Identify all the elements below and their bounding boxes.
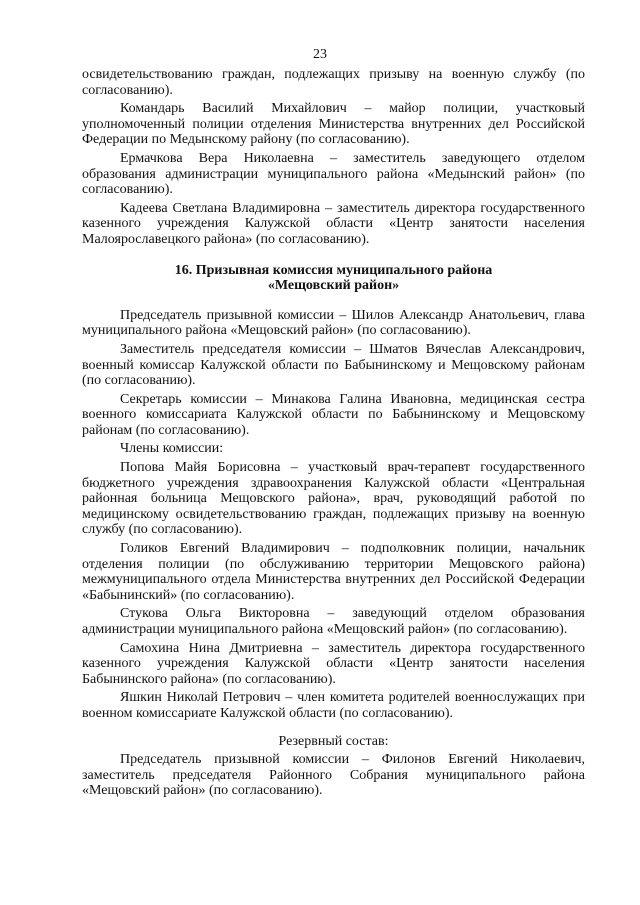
paragraph: Кадеева Светлана Владимировна – заместитель директора государственного казенного учреждения Калужской области «Центр занятости населения Малоярославецкого района» (по согласованию). bbox=[82, 200, 585, 247]
document-body bbox=[82, 67, 585, 802]
paragraph: Председатель призывной комиссии – Филонов Евгений Николаевич, заместитель председателя Районного Собрания муниципального района «Мещовский район» (по согласованию). bbox=[82, 752, 585, 799]
paragraph: Попова Майя Борисовна – участковый врач-терапевт государственного бюджетного учреждения здравоохранения Калужской области «Центральная районная больница Мещовского района», врач, руководящий работой по медицинскому освидетельствованию граждан, подлежащих призыву на военную службу (по согласованию). bbox=[82, 460, 585, 538]
section-heading-line: 16. Призывная комиссия муниципального района bbox=[174, 262, 493, 278]
paragraph: Заместитель председателя комиссии – Шматов Вячеслав Александрович, военный комиссар Калужской области по Бабынинскому и Мещовскому районам (по согласованию). bbox=[82, 341, 585, 389]
paragraph: Командарь Василий Михайлович – майор полиции, участковый уполномоченный полиции отделения Министерства внутренних дел Российской Федерации по Медынскому району (по согласованию). bbox=[82, 101, 585, 148]
paragraph: Самохина Нина Дмитриевна – заместитель директора государственного казенного учреждения Калужской области «Центр занятости населения Бабынинского района» (по согласованию). bbox=[82, 640, 585, 687]
section-heading-line: «Мещовский район» bbox=[267, 278, 400, 294]
paragraph: Яшкин Николай Петрович – член комитета родителей военнослужащих при военном комиссариате Калужской области (по согласованию). bbox=[82, 690, 585, 721]
paragraph: Стукова Ольга Викторовна – заведующий отделом образования администрации муниципального района «Мещовский район» (по согласованию). bbox=[82, 606, 585, 637]
paragraph: Члены комиссии: bbox=[120, 441, 224, 457]
paragraph: Председатель призывной комиссии – Шилов Александр Анатольевич, глава муниципального района «Мещовский район» (по согласованию). bbox=[82, 307, 585, 339]
paragraph: Секретарь комиссии – Минакова Галина Ивановна, медицинская сестра военного комиссариата Калужской области по Бабынинскому и Мещовскому районам (по согласованию). bbox=[82, 391, 585, 438]
paragraph: Ермачкова Вера Николаевна – заместитель заведующего отделом образования администрации муниципального района «Медынский район» (по согласованию). bbox=[82, 150, 585, 198]
reserve-heading: Резервный состав: bbox=[278, 733, 389, 749]
paragraph: Голиков Евгений Владимирович – подполковник полиции, начальник отделения полиции (по обслуживанию территории Мещовского района) межмуниципального отдела Министерства внутренних дел Российской Федерации «Бабынинский» (по согласованию). bbox=[82, 541, 585, 603]
paragraph: освидетельствованию граждан, подлежащих призыву на военную службу (по согласованию). bbox=[82, 67, 585, 98]
page-number: 23 bbox=[313, 47, 327, 62]
section-heading bbox=[82, 263, 585, 294]
